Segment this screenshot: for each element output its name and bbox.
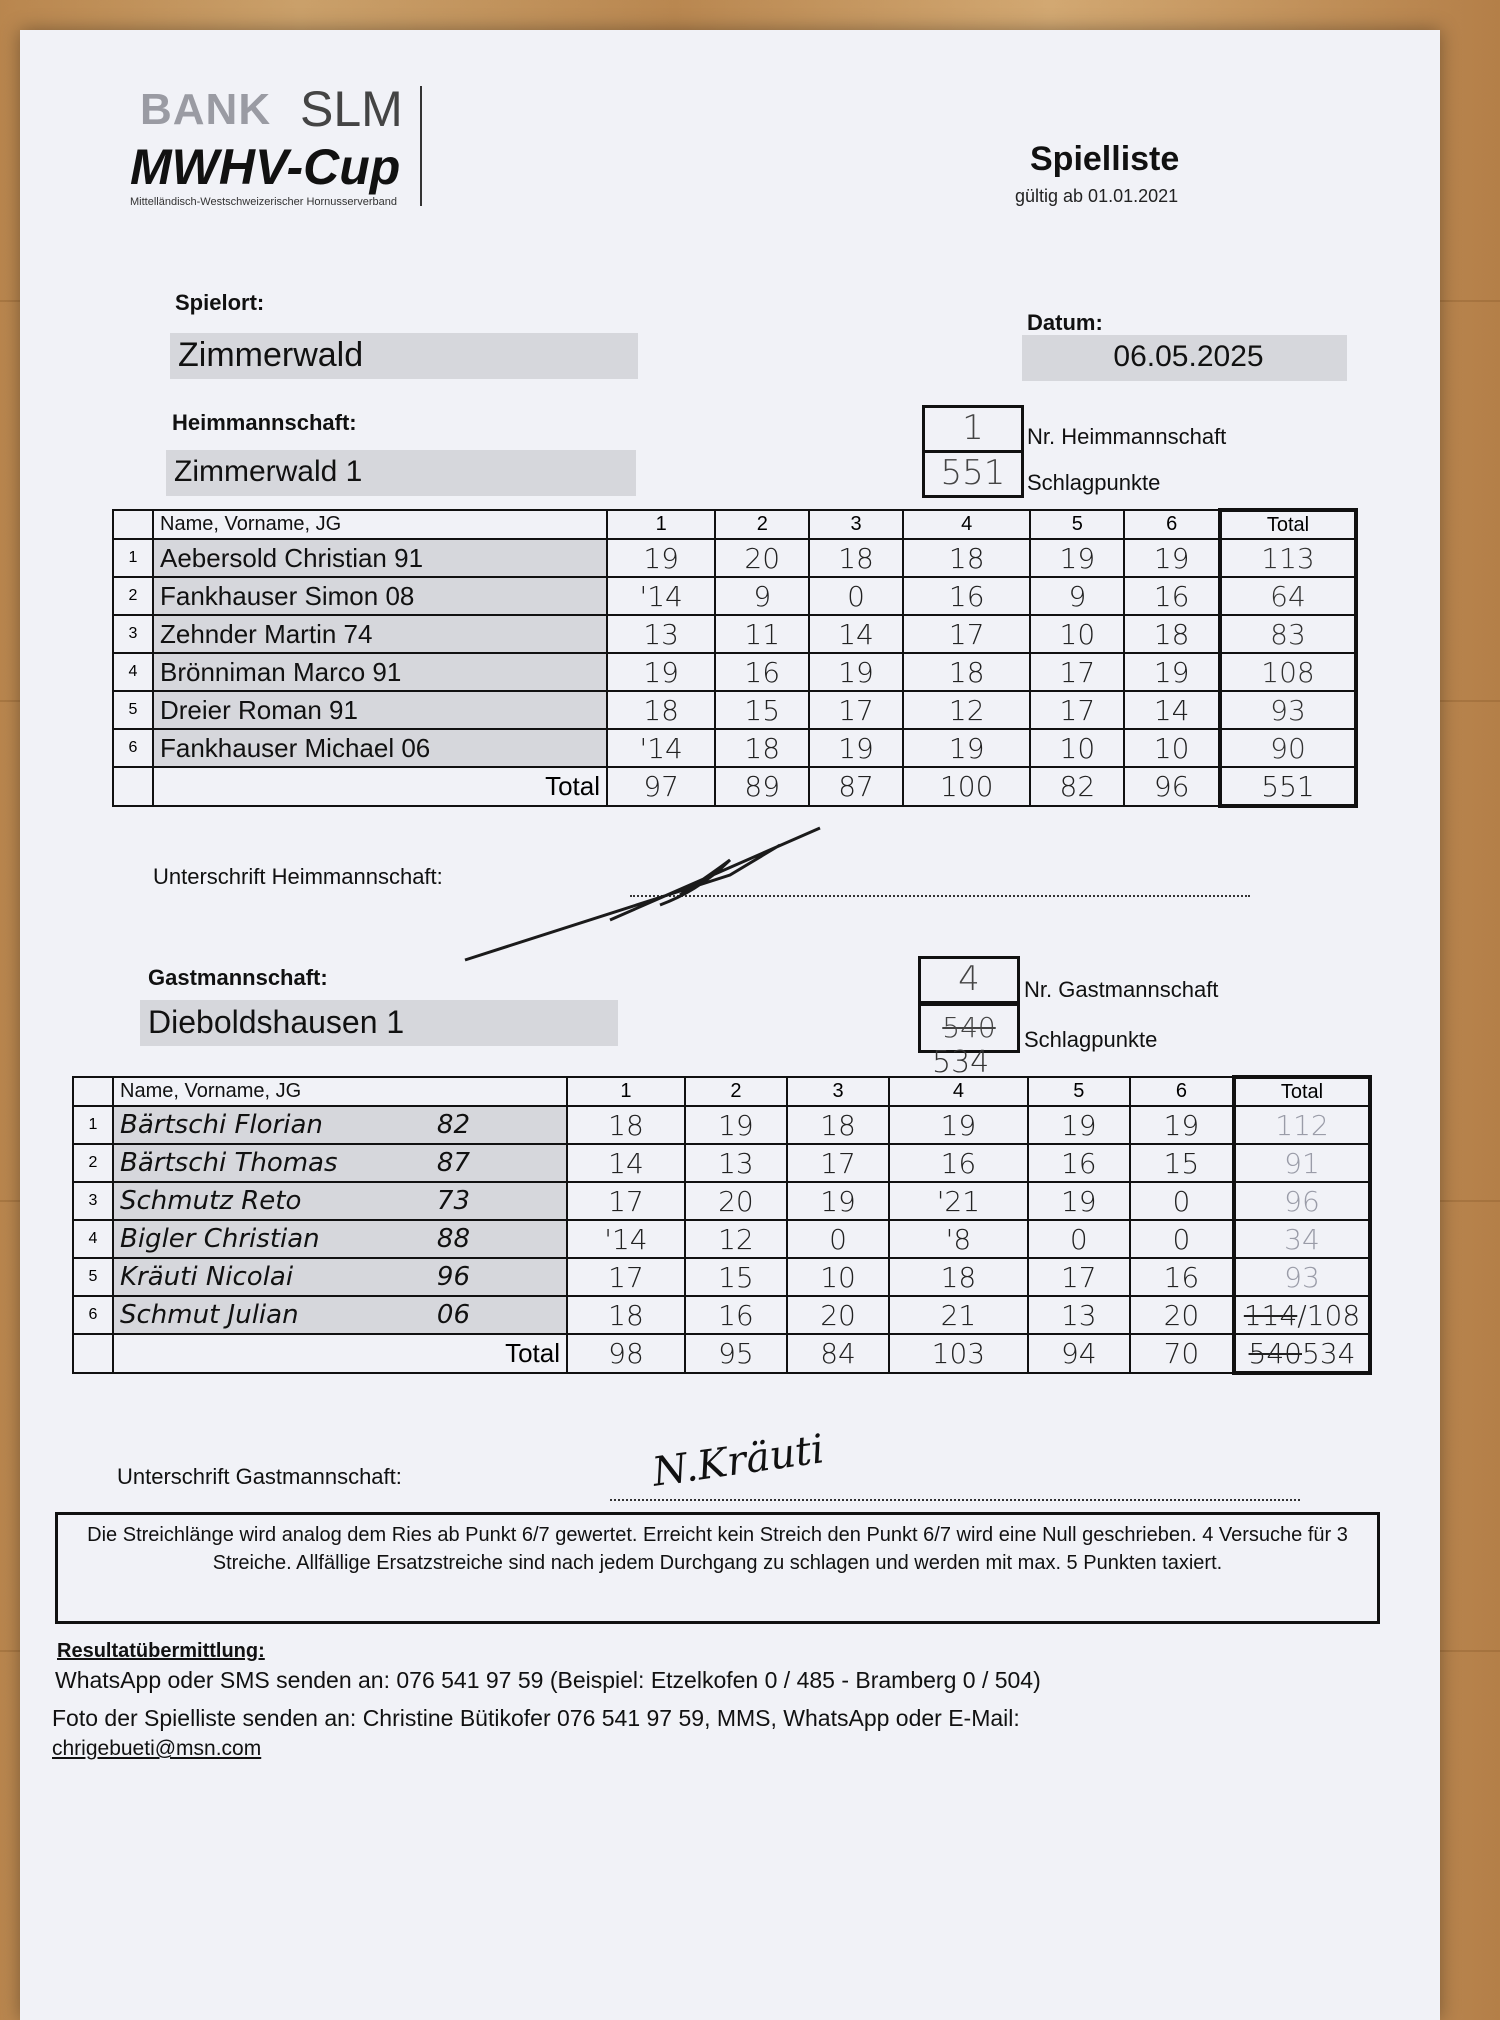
guest-points-struck: 540 <box>942 1011 996 1044</box>
score-cell[interactable]: 17 <box>567 1182 685 1220</box>
row-total[interactable] <box>1234 1144 1370 1182</box>
score-cell[interactable]: 20 <box>787 1296 889 1334</box>
guest-team-field[interactable]: Dieboldshausen 1 <box>140 1000 618 1046</box>
row-index: 1 <box>113 539 153 577</box>
player-name[interactable] <box>113 1182 567 1220</box>
column-total[interactable]: 100 <box>903 767 1030 806</box>
player-name[interactable] <box>153 577 607 615</box>
score-cell[interactable]: 16 <box>1130 1258 1234 1296</box>
score-cell[interactable]: 19 <box>903 729 1030 767</box>
player-row <box>113 653 1356 691</box>
player-row <box>73 1220 1370 1258</box>
header-row <box>73 1077 1370 1106</box>
totals-index <box>113 767 153 806</box>
index-header <box>73 1077 113 1106</box>
row-total[interactable] <box>1234 1182 1370 1220</box>
score-cell[interactable]: 10 <box>787 1258 889 1296</box>
player-row <box>73 1106 1370 1144</box>
player-name-text: Fankhauser Simon 08 <box>160 580 415 611</box>
score-cell[interactable]: 19 <box>1028 1106 1130 1144</box>
score-cell[interactable]: 20 <box>685 1182 787 1220</box>
column-total[interactable]: 84 <box>787 1334 889 1373</box>
score-cell[interactable]: 19 <box>1124 653 1220 691</box>
score-cell[interactable]: 17 <box>1030 691 1124 729</box>
score-cell[interactable]: 10 <box>1030 615 1124 653</box>
results-email-link[interactable]: chrigebueti@msn.com <box>52 1737 262 1760</box>
score-cell[interactable]: 12 <box>685 1220 787 1258</box>
player-jg: 82 <box>436 1110 470 1140</box>
player-name[interactable] <box>113 1220 567 1258</box>
player-name-text: Bärtschi Thomas <box>120 1148 338 1178</box>
column-header: 5 <box>1030 510 1124 539</box>
totals-row <box>73 1334 1370 1373</box>
row-total[interactable] <box>1234 1258 1370 1296</box>
player-name[interactable] <box>153 615 607 653</box>
row-total-value: 108 <box>1306 1298 1361 1332</box>
score-cell[interactable]: 21 <box>889 1296 1028 1334</box>
grand-total-struck: 540 <box>1248 1336 1302 1370</box>
score-cell[interactable]: 0 <box>787 1220 889 1258</box>
column-header: Name, Vorname, JG <box>113 1077 567 1106</box>
totals-index <box>73 1334 113 1373</box>
row-index: 3 <box>73 1182 113 1220</box>
player-row <box>73 1144 1370 1182</box>
score-cell[interactable]: 19 <box>685 1106 787 1144</box>
logo-cup-text: MWHV-Cup <box>130 139 401 195</box>
guest-signature-label: Unterschrift Gastmannschaft: <box>117 1464 402 1489</box>
player-name-text: Schmut Julian <box>120 1300 299 1330</box>
score-cell[interactable]: 12 <box>903 691 1030 729</box>
row-total-value: 91 <box>1284 1146 1320 1180</box>
score-cell[interactable]: 0 <box>1130 1182 1234 1220</box>
score-cell[interactable]: 18 <box>787 1106 889 1144</box>
home-nr-label: Nr. Heimmannschaft <box>1027 424 1227 449</box>
datum-label: Datum: <box>1027 310 1103 335</box>
score-cell[interactable]: 16 <box>685 1296 787 1334</box>
row-total[interactable] <box>1234 1220 1370 1258</box>
score-cell[interactable]: 13 <box>607 615 715 653</box>
column-header: 2 <box>715 510 809 539</box>
guest-score-table <box>72 1075 1372 1375</box>
score-cell[interactable]: 17 <box>787 1144 889 1182</box>
player-jg: 88 <box>436 1224 470 1254</box>
score-cell[interactable]: 19 <box>809 653 903 691</box>
row-index: 4 <box>73 1220 113 1258</box>
score-cell[interactable]: 0 <box>809 577 903 615</box>
score-cell[interactable]: 13 <box>1028 1296 1130 1334</box>
score-cell[interactable]: 19 <box>1028 1182 1130 1220</box>
score-cell[interactable]: 9 <box>715 577 809 615</box>
column-header: 3 <box>787 1077 889 1106</box>
valid-from: gültig ab 01.01.2021 <box>1015 186 1179 206</box>
home-team-field[interactable]: Zimmerwald 1 <box>166 450 636 496</box>
player-row <box>113 691 1356 729</box>
score-cell[interactable]: 14 <box>809 615 903 653</box>
player-row <box>113 615 1356 653</box>
home-score-table <box>112 508 1358 808</box>
player-row <box>73 1296 1370 1334</box>
row-index: 4 <box>113 653 153 691</box>
player-jg: 06 <box>436 1300 470 1330</box>
row-total[interactable] <box>1220 577 1356 615</box>
row-total-value: 112 <box>1275 1108 1329 1142</box>
home-signature-label: Unterschrift Heimmannschaft: <box>153 864 443 889</box>
home-nr-box[interactable]: 1 <box>922 405 1024 453</box>
header-row <box>113 510 1356 539</box>
column-header: Total <box>1234 1077 1370 1106</box>
score-cell[interactable]: 15 <box>685 1258 787 1296</box>
guest-nr-box[interactable]: 4 <box>918 956 1020 1004</box>
row-total[interactable] <box>1220 539 1356 577</box>
home-signature-stroke <box>460 820 840 970</box>
score-cell[interactable]: 18 <box>715 729 809 767</box>
row-index: 6 <box>113 729 153 767</box>
player-name-text: Bärtschi Florian <box>120 1110 323 1140</box>
column-header: Name, Vorname, JG <box>153 510 607 539</box>
score-cell[interactable]: '21 <box>889 1182 1028 1220</box>
score-cell[interactable]: 16 <box>1124 577 1220 615</box>
score-cell[interactable]: '14 <box>607 729 715 767</box>
guest-signature: N.Kräuti <box>649 1426 828 1496</box>
totals-label: Total <box>153 767 607 806</box>
grand-total-value: 534 <box>1302 1336 1356 1370</box>
score-cell[interactable]: 19 <box>809 729 903 767</box>
score-cell[interactable]: 20 <box>715 539 809 577</box>
score-cell[interactable]: 19 <box>607 653 715 691</box>
score-cell[interactable]: 17 <box>1030 653 1124 691</box>
column-header: 6 <box>1130 1077 1234 1106</box>
score-cell[interactable]: 18 <box>903 653 1030 691</box>
row-total-value: 34 <box>1284 1222 1320 1256</box>
score-cell[interactable]: 17 <box>903 615 1030 653</box>
column-total[interactable]: 98 <box>567 1334 685 1373</box>
player-name-text: Dreier Roman 91 <box>160 694 358 725</box>
score-cell[interactable]: 19 <box>1130 1106 1234 1144</box>
player-jg: 87 <box>436 1148 470 1178</box>
score-cell[interactable]: 10 <box>1030 729 1124 767</box>
score-cell[interactable]: 18 <box>567 1296 685 1334</box>
row-total-value: 90 <box>1270 731 1306 765</box>
column-total[interactable]: 97 <box>607 767 715 806</box>
score-cell[interactable]: 18 <box>889 1258 1028 1296</box>
player-name-text: Fankhauser Michael 06 <box>160 732 431 763</box>
row-index: 5 <box>73 1258 113 1296</box>
row-total-value: 93 <box>1270 693 1306 727</box>
score-cell[interactable]: 19 <box>1030 539 1124 577</box>
row-index: 3 <box>113 615 153 653</box>
score-cell[interactable]: '8 <box>889 1220 1028 1258</box>
guest-signature-line[interactable] <box>610 1497 1300 1501</box>
score-cell[interactable]: 13 <box>685 1144 787 1182</box>
player-name[interactable] <box>153 729 607 767</box>
score-cell[interactable]: 17 <box>1028 1258 1130 1296</box>
column-header: 6 <box>1124 510 1220 539</box>
guest-nr-label: Nr. Gastmannschaft <box>1024 977 1219 1002</box>
column-total[interactable]: 82 <box>1030 767 1124 806</box>
row-total-struck: 114 <box>1243 1298 1298 1332</box>
score-cell[interactable]: '14 <box>567 1220 685 1258</box>
results-line-1: WhatsApp oder SMS senden an: 076 541 97 59 (Beispiel: Etzelkofen 0 / 485 - Bramberg 0 / 504) <box>55 1667 1041 1693</box>
row-total[interactable] <box>1220 653 1356 691</box>
totals-label: Total <box>113 1334 567 1373</box>
score-cell[interactable]: 0 <box>1130 1220 1234 1258</box>
score-cell[interactable]: 18 <box>809 539 903 577</box>
totals-row <box>113 767 1356 806</box>
spielort-field[interactable]: Zimmerwald <box>170 333 638 379</box>
row-total[interactable] <box>1220 729 1356 767</box>
player-jg: 73 <box>436 1186 470 1216</box>
column-header: 3 <box>809 510 903 539</box>
column-header: 2 <box>685 1077 787 1106</box>
player-name-text: Bigler Christian <box>120 1224 320 1254</box>
column-header: 1 <box>607 510 715 539</box>
row-index: 2 <box>113 577 153 615</box>
player-name-text: Zehnder Martin 74 <box>160 618 373 649</box>
player-name[interactable] <box>153 539 607 577</box>
row-total-value: 113 <box>1261 541 1315 575</box>
datum-field[interactable]: 06.05.2025 <box>1022 335 1347 381</box>
column-total[interactable]: 94 <box>1028 1334 1130 1373</box>
column-header: 1 <box>567 1077 685 1106</box>
player-name-text: Brönniman Marco 91 <box>160 656 402 687</box>
player-row <box>113 577 1356 615</box>
column-header: Total <box>1220 510 1356 539</box>
logo-subtitle: Mittelländisch-Westschweizerischer Hornusserverband <box>130 196 397 208</box>
player-name[interactable] <box>113 1296 567 1334</box>
home-label: Heimmannschaft: <box>172 410 357 435</box>
score-cell[interactable]: 0 <box>1028 1220 1130 1258</box>
score-cell[interactable]: 18 <box>903 539 1030 577</box>
row-index: 5 <box>113 691 153 729</box>
logo-bank-text: BANK <box>140 85 272 134</box>
score-cell[interactable]: 19 <box>787 1182 889 1220</box>
row-index: 6 <box>73 1296 113 1334</box>
player-name[interactable] <box>153 653 607 691</box>
score-cell[interactable]: 19 <box>889 1106 1028 1144</box>
score-cell[interactable]: 14 <box>1124 691 1220 729</box>
row-total[interactable] <box>1220 615 1356 653</box>
row-index: 2 <box>73 1144 113 1182</box>
player-row <box>113 539 1356 577</box>
player-name-text: Schmutz Reto <box>120 1186 302 1216</box>
score-cell[interactable]: 16 <box>1028 1144 1130 1182</box>
row-index: 1 <box>73 1106 113 1144</box>
spielort-label: Spielort: <box>175 290 265 315</box>
player-row <box>113 729 1356 767</box>
score-cell[interactable]: 18 <box>567 1106 685 1144</box>
results-line-2: Foto der Spielliste senden an: Christine Bütikofer 076 541 97 59, MMS, WhatsApp oder E-Mail: <box>52 1705 1020 1731</box>
page-title: Spielliste <box>1030 140 1180 178</box>
column-total[interactable]: 95 <box>685 1334 787 1373</box>
row-total[interactable]: 114/108 <box>1234 1296 1370 1334</box>
score-cell[interactable]: 15 <box>1130 1144 1234 1182</box>
guest-points-label: Schlagpunkte <box>1024 1027 1158 1052</box>
score-cell[interactable]: 16 <box>889 1144 1028 1182</box>
score-cell[interactable]: 19 <box>607 539 715 577</box>
score-cell[interactable]: 18 <box>1124 615 1220 653</box>
player-name[interactable] <box>153 691 607 729</box>
player-row <box>73 1182 1370 1220</box>
score-cell[interactable]: 17 <box>567 1258 685 1296</box>
column-total[interactable]: 96 <box>1124 767 1220 806</box>
player-name[interactable] <box>113 1144 567 1182</box>
player-row <box>73 1258 1370 1296</box>
row-total-value: 64 <box>1270 579 1306 613</box>
score-cell[interactable]: 15 <box>715 691 809 729</box>
row-total[interactable] <box>1234 1106 1370 1144</box>
row-total[interactable] <box>1220 691 1356 729</box>
score-cell[interactable]: 19 <box>1124 539 1220 577</box>
score-cell[interactable]: '14 <box>607 577 715 615</box>
score-cell[interactable]: 17 <box>809 691 903 729</box>
row-total-value: 108 <box>1261 655 1315 689</box>
grand-total[interactable] <box>1220 767 1356 806</box>
column-total[interactable]: 87 <box>809 767 903 806</box>
column-header: 4 <box>889 1077 1028 1106</box>
score-cell[interactable]: 16 <box>903 577 1030 615</box>
player-name[interactable] <box>113 1258 567 1296</box>
column-total[interactable]: 103 <box>889 1334 1028 1373</box>
column-total[interactable]: 89 <box>715 767 809 806</box>
column-total[interactable]: 70 <box>1130 1334 1234 1373</box>
guest-points-corrected: 534 <box>932 1045 990 1080</box>
player-jg: 96 <box>436 1262 470 1292</box>
score-cell[interactable]: 14 <box>567 1144 685 1182</box>
rules-note: Die Streichlänge wird analog dem Ries ab Punkt 6/7 gewertet. Erreicht kein Streich den Punkt 6/7 wird eine Null geschrieben. 4 Versuche für 3 Streiche. Allfällige Ersatzstreiche sind nach jedem Durchgang zu schlagen und werden mit max. 5 Punkten taxiert. <box>55 1512 1380 1624</box>
logo-slm-text: SLM <box>300 81 403 137</box>
row-total-value: 93 <box>1284 1260 1320 1294</box>
row-total-value: 83 <box>1270 617 1306 651</box>
home-points-box[interactable]: 551 <box>922 450 1024 498</box>
score-cell[interactable]: 20 <box>1130 1296 1234 1334</box>
score-cell[interactable]: 11 <box>715 615 809 653</box>
grand-total-value: 551 <box>1261 769 1315 803</box>
logo-divider <box>420 86 422 206</box>
player-name-text: Aebersold Christian 91 <box>160 542 424 573</box>
guest-label: Gastmannschaft: <box>148 965 328 990</box>
score-cell[interactable]: 10 <box>1124 729 1220 767</box>
player-name[interactable] <box>113 1106 567 1144</box>
column-header: 5 <box>1028 1077 1130 1106</box>
column-header: 4 <box>903 510 1030 539</box>
index-header <box>113 510 153 539</box>
score-cell[interactable]: 18 <box>607 691 715 729</box>
score-cell[interactable]: 9 <box>1030 577 1124 615</box>
grand-total[interactable] <box>1234 1334 1370 1373</box>
home-points-label: Schlagpunkte <box>1027 470 1161 495</box>
row-total-value: 96 <box>1284 1184 1320 1218</box>
results-title: Resultatübermittlung: <box>57 1640 265 1662</box>
player-name-text: Kräuti Nicolai <box>120 1262 294 1292</box>
score-cell[interactable]: 16 <box>715 653 809 691</box>
